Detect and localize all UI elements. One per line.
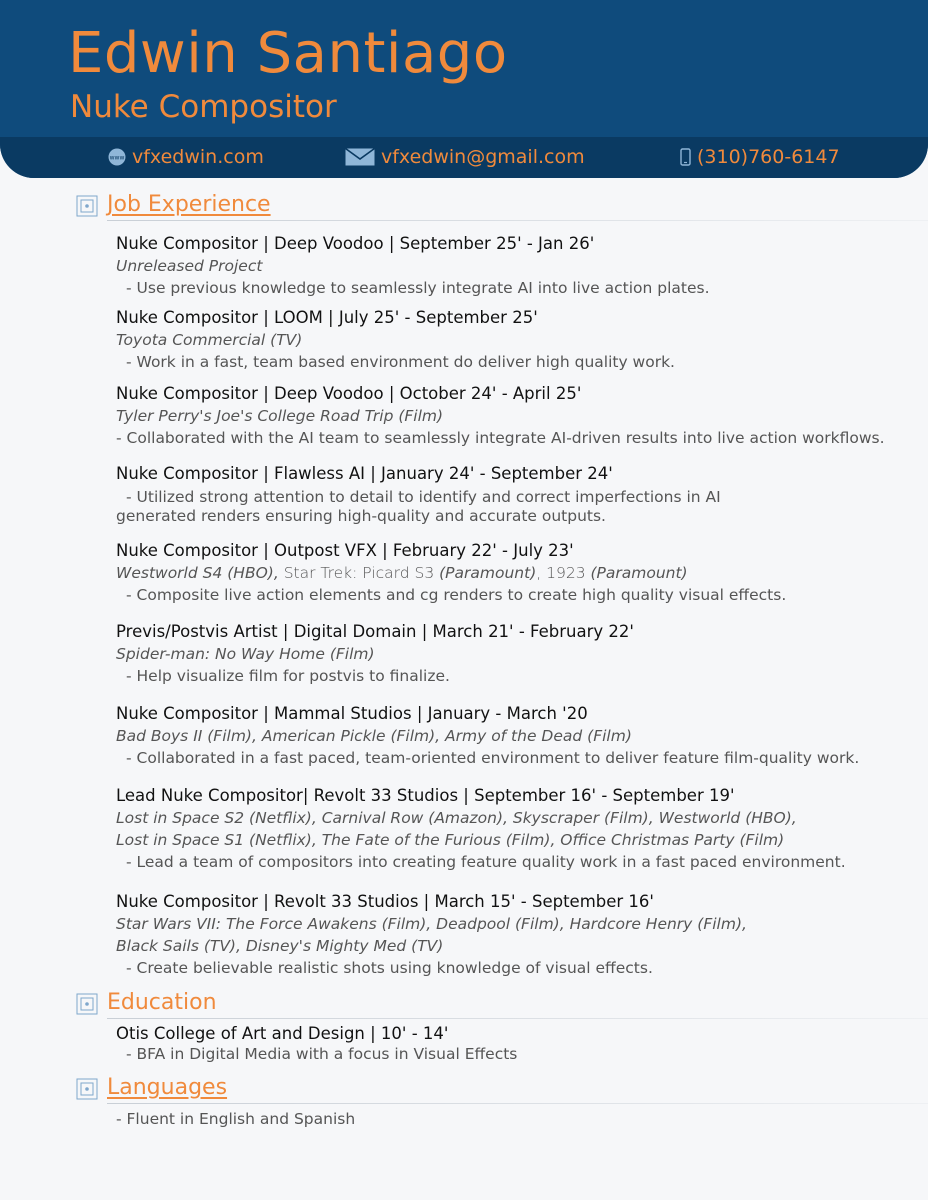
section-title: Education [107, 990, 217, 1015]
job-project: Lost in Space S1 (Netflix), The Fate of the Furious (Film), Office Christmas Party (Film) [116, 831, 785, 849]
job-description: - Create believable realistic shots using knowledge of visual effects. [126, 959, 653, 977]
candidate-title: Nuke Compositor [70, 89, 337, 125]
globe-icon [108, 148, 126, 166]
section-languages [76, 1075, 928, 1105]
job-description: - Utilized strong attention to detail to identify and correct imperfections in AI generated renders ensuring high-quality and accurate outputs. [116, 488, 721, 525]
job-entry [116, 383, 885, 448]
phone-icon [680, 148, 691, 166]
section-title: Job Experience [107, 192, 271, 217]
job-project: Lost in Space S2 (Netflix), Carnival Row (Amazon), Skyscraper (Film), Westworld (HBO), [116, 809, 797, 827]
svg-text:www: www [109, 154, 125, 162]
job-description: - Collaborated in a fast paced, team-oriented environment to deliver feature film-quality work. [126, 749, 860, 767]
website-text[interactable]: vfxedwin.com [132, 146, 264, 168]
job-project: Spider-man: No Way Home (Film) [116, 645, 375, 663]
job-project: Star Wars VII: The Force Awakens (Film), Deadpool (Film), Hardcore Henry (Film), [116, 915, 747, 933]
job-description: - Help visualize film for postvis to finalize. [126, 667, 450, 685]
envelope-icon [345, 148, 375, 166]
job-title: Previs/Postvis Artist | Digital Domain | March 21' - February 22' [116, 622, 634, 641]
job-title: Nuke Compositor | Mammal Studios | January - March '20 [116, 704, 588, 723]
job-project: Black Sails (TV), Disney's Mighty Med (TV) [116, 937, 444, 955]
job-title: Nuke Compositor | Deep Voodoo | September 25' - Jan 26' [116, 234, 595, 253]
job-entry [116, 891, 876, 978]
job-entry [116, 307, 876, 372]
job-entry [116, 540, 876, 605]
job-description: - Work in a fast, team based environment do deliver high quality work. [126, 353, 675, 371]
section-job-experience [76, 192, 928, 222]
job-title: Nuke Compositor | Deep Voodoo | October 24' - April 25' [116, 384, 582, 403]
section-education [76, 990, 928, 1020]
job-description: - Collaborated with the AI team to seamlessly integrate AI-driven results into live action workflows. [116, 429, 885, 447]
job-project: Toyota Commercial (TV) [116, 331, 303, 349]
education-entry [116, 1023, 876, 1064]
job-entry [116, 233, 876, 298]
job-project: Tyler Perry's Joe's College Road Trip (Film) [116, 407, 444, 425]
job-entry [116, 785, 876, 872]
languages-description: - Fluent in English and Spanish [116, 1110, 356, 1128]
section-divider [107, 1103, 928, 1104]
job-entry [116, 463, 876, 526]
section-title: Languages [107, 1075, 228, 1100]
job-project: Unreleased Project [116, 257, 263, 275]
school-title: Otis College of Art and Design | 10' - 14' [116, 1024, 449, 1043]
section-target-icon [76, 993, 98, 1015]
job-entry [116, 621, 876, 686]
job-title: Nuke Compositor | Flawless AI | January 24' - September 24' [116, 464, 613, 483]
job-title: Nuke Compositor | LOOM | July 25' - September 25' [116, 308, 538, 327]
job-description: - Use previous knowledge to seamlessly integrate AI into live action plates. [126, 279, 710, 297]
section-divider [107, 1018, 928, 1019]
section-divider [107, 220, 928, 221]
job-description: - Composite live action elements and cg renders to create high quality visual effects. [126, 586, 787, 604]
phone-text[interactable]: (310)760-6147 [697, 146, 840, 168]
job-project: Bad Boys II (Film), American Pickle (Film), Army of the Dead (Film) [116, 727, 632, 745]
section-target-icon [76, 195, 98, 217]
job-title: Nuke Compositor | Outpost VFX | February 22' - July 23' [116, 541, 574, 560]
website-contact[interactable] [108, 146, 264, 168]
job-project: Westworld S4 (HBO), Star Trek: Picard S3 (Paramount), 1923 (Paramount) [116, 564, 688, 582]
degree-description: - BFA in Digital Media with a focus in Visual Effects [126, 1045, 518, 1063]
job-description: - Lead a team of compositors into creating feature quality work in a fast paced environment. [126, 853, 846, 871]
phone-contact[interactable] [680, 146, 840, 168]
job-entry [116, 703, 876, 768]
job-title: Nuke Compositor | Revolt 33 Studios | March 15' - September 16' [116, 892, 654, 911]
candidate-name: Edwin Santiago [68, 21, 508, 86]
job-title: Lead Nuke Compositor| Revolt 33 Studios | September 16' - September 19' [116, 786, 735, 805]
email-text[interactable]: vfxedwin@gmail.com [381, 146, 585, 168]
section-target-icon [76, 1078, 98, 1100]
email-contact[interactable] [345, 146, 585, 168]
